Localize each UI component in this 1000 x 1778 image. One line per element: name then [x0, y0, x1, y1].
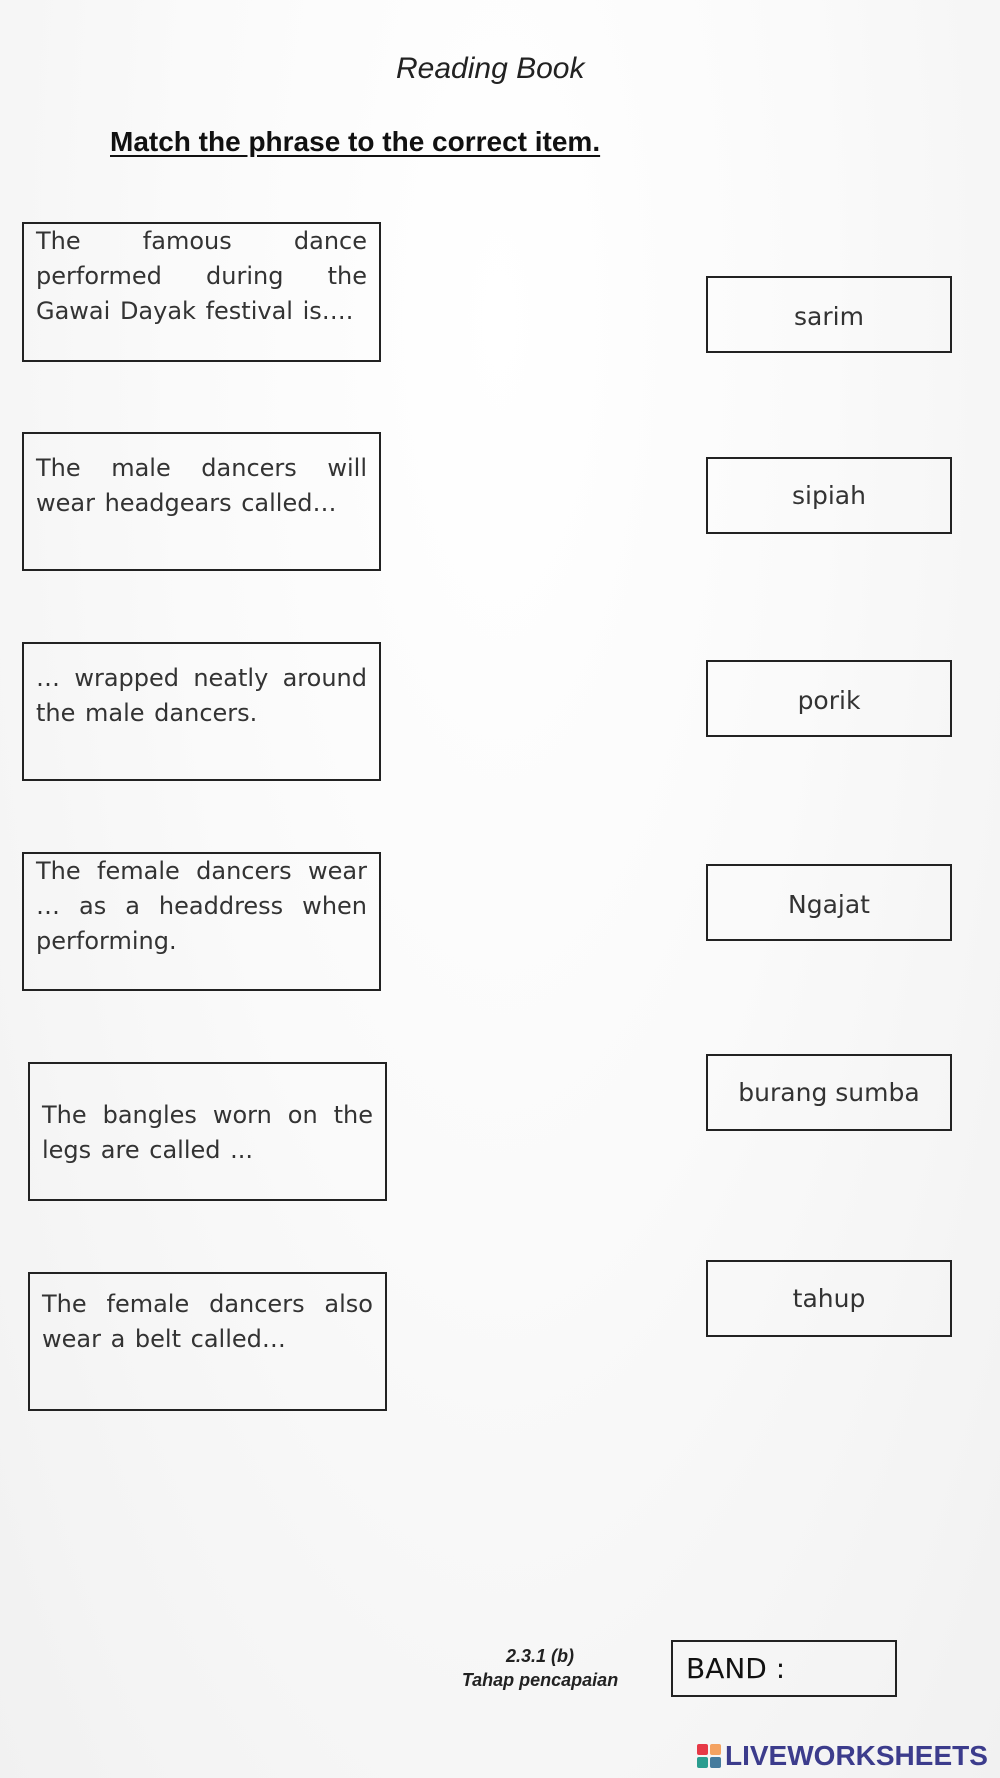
achievement-caption: Tahap pencapaian — [461, 1670, 619, 1690]
answer-label: tahup — [792, 1284, 866, 1313]
band-label: BAND : — [686, 1652, 786, 1685]
answer-ngajat[interactable] — [706, 864, 952, 941]
phrase-box-6[interactable] — [28, 1272, 387, 1411]
phrase-box-5[interactable] — [28, 1062, 387, 1201]
page-heading: Reading Book — [396, 52, 585, 85]
liveworksheets-logo — [697, 1741, 988, 1771]
standard-code — [440, 1644, 640, 1692]
liveworksheets-logo-icon — [697, 1744, 721, 1768]
phrase-text: The female dancers wear … as a headdress when performing. — [36, 857, 367, 955]
answer-label: sarim — [794, 302, 864, 331]
answer-porik[interactable] — [706, 660, 952, 737]
answer-tahup[interactable] — [706, 1260, 952, 1337]
band-field — [671, 1640, 897, 1697]
phrase-text: The female dancers also wear a belt called… — [42, 1290, 373, 1353]
phrase-box-4[interactable] — [22, 852, 381, 991]
answer-label: Ngajat — [788, 890, 870, 919]
phrase-box-3[interactable] — [22, 642, 381, 781]
answer-label: sipiah — [792, 481, 866, 510]
phrase-text: The bangles worn on the legs are called ... — [42, 1101, 373, 1164]
phrase-text: The male dancers will wear headgears called… — [36, 454, 367, 517]
phrase-text: The famous dance performed during the Gawai Dayak festival is…. — [36, 227, 367, 325]
instruction-text: Match the phrase to the correct item. — [110, 126, 601, 157]
phrase-box-1[interactable] — [22, 222, 381, 362]
answer-label: porik — [797, 686, 861, 715]
answer-sipiah[interactable] — [706, 457, 952, 534]
phrase-text: … wrapped neatly around the male dancers. — [36, 664, 367, 727]
answer-burang-sumba[interactable] — [706, 1054, 952, 1131]
answer-sarim[interactable] — [706, 276, 952, 353]
phrase-box-2[interactable] — [22, 432, 381, 571]
standard-code-number: 2.3.1 (b) — [505, 1646, 575, 1666]
answer-label: burang sumba — [738, 1078, 920, 1107]
brand-name: LIVEWORKSHEETS — [725, 1740, 988, 1771]
